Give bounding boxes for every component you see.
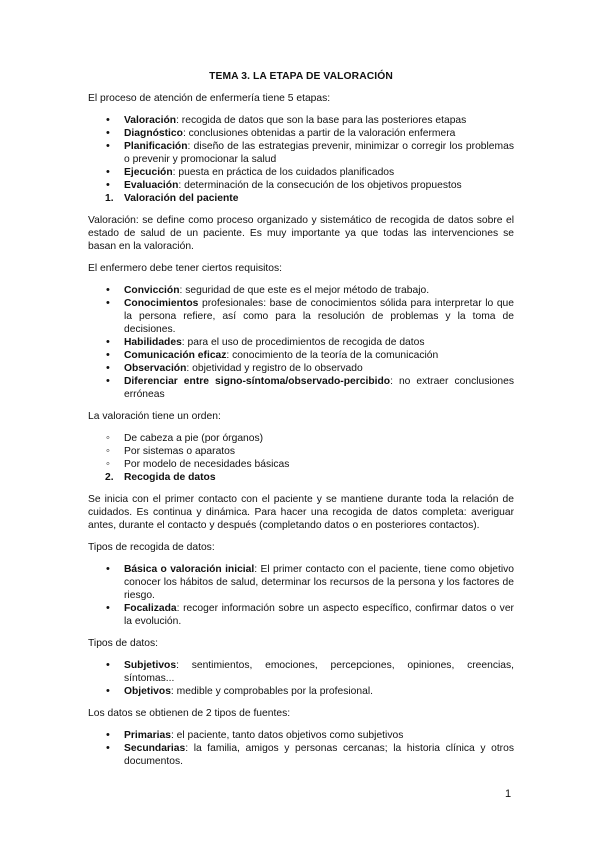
- requisitos-intro: El enfermero debe tener ciertos requisitos:: [88, 263, 283, 274]
- list-item: • Diagnóstico: conclusiones obtenidas a partir de la valoración enfermera: [88, 127, 514, 140]
- intro-paragraph: El proceso de atención de enfermería tiene 5 etapas:: [88, 93, 331, 104]
- list-item: • Básica o valoración inicial: El primer contacto con el paciente, tiene como objetivo conocer los hábitos de salud, determinar los recursos de la persona y los factores de riesgo.: [88, 563, 514, 602]
- list-item: • Evaluación: determinación de la consecución de los objetivos propuestos: [88, 179, 514, 192]
- list-item: • Diferenciar entre signo-síntoma/observado-percibido: no extraer conclusiones erróneas: [88, 375, 514, 401]
- list-item: ◦ De cabeza a pie (por órganos): [88, 432, 514, 445]
- list-item: • Planificación: diseño de las estrategias prevenir, minimizar o corregir los problemas o prevenir y promocionar la salud: [88, 140, 514, 166]
- valoracion-definition: Valoración: se define como proceso organizado y sistemático de recogida de datos sobre el estado de salud de un paciente. Es muy importante ya que todas las intervenciones se basan en la valoración.: [88, 215, 514, 252]
- list-item: • Secundarias: la familia, amigos y personas cercanas; la historia clínica y otros documentos.: [88, 742, 514, 768]
- orden-intro: La valoración tiene un orden:: [88, 411, 221, 422]
- fuentes-list: [88, 729, 514, 768]
- recogida-paragraph: Se inicia con el primer contacto con el paciente y se mantiene durante toda la relación de cuidados. Es continua y dinámica. Para hacer una recogida de datos completa: averiguar antes, durante el contacto y después (completando datos o en posteriores contactos).: [88, 494, 514, 531]
- list-item: • Conocimientos profesionales: base de conocimientos sólida para interpretar lo que la persona refiere, así como para la resolución de problemas y la toma de decisiones.: [88, 297, 514, 336]
- section-heading-1: [88, 192, 514, 205]
- list-item: • Focalizada: recoger información sobre un aspecto específico, confirmar datos o ver la evolución.: [88, 602, 514, 628]
- section-heading-2: [88, 471, 514, 484]
- page-title: TEMA 3. LA ETAPA DE VALORACIÓN: [209, 71, 393, 82]
- list-item: • Habilidades: para el uso de procedimientos de recogida de datos: [88, 336, 514, 349]
- tipos-datos-intro: Tipos de datos:: [88, 638, 159, 649]
- etapas-list: [88, 114, 514, 192]
- tipos-recogida-list: [88, 563, 514, 628]
- tipos-recogida-intro: Tipos de recogida de datos:: [88, 542, 215, 553]
- page-content: [88, 70, 514, 777]
- section-title: 2. Recogida de datos: [105, 472, 216, 483]
- list-item: ◦ Por sistemas o aparatos: [88, 445, 514, 458]
- list-item: • Primarias: el paciente, tanto datos objetivos como subjetivos: [88, 729, 514, 742]
- fuentes-intro: Los datos se obtienen de 2 tipos de fuentes:: [88, 708, 291, 719]
- list-item: • Convicción: seguridad de que este es el mejor método de trabajo.: [88, 284, 514, 297]
- orden-list: [88, 432, 514, 471]
- list-item: • Comunicación eficaz: conocimiento de la teoría de la comunicación: [88, 349, 514, 362]
- list-item: • Subjetivos: sentimientos, emociones, percepciones, opiniones, creencias, síntomas...: [88, 659, 514, 685]
- section-title: 1. Valoración del paciente: [105, 193, 239, 204]
- list-item: • Observación: objetividad y registro de lo observado: [88, 362, 514, 375]
- list-item: ◦ Por modelo de necesidades básicas: [88, 458, 514, 471]
- list-item: • Valoración: recogida de datos que son la base para las posteriores etapas: [88, 114, 514, 127]
- list-item: • Ejecución: puesta en práctica de los cuidados planificados: [88, 166, 514, 179]
- list-item: • Objetivos: medible y comprobables por la profesional.: [88, 685, 514, 698]
- page-number: 1: [505, 788, 512, 800]
- tipos-datos-list: [88, 659, 514, 698]
- requisitos-list: [88, 284, 514, 401]
